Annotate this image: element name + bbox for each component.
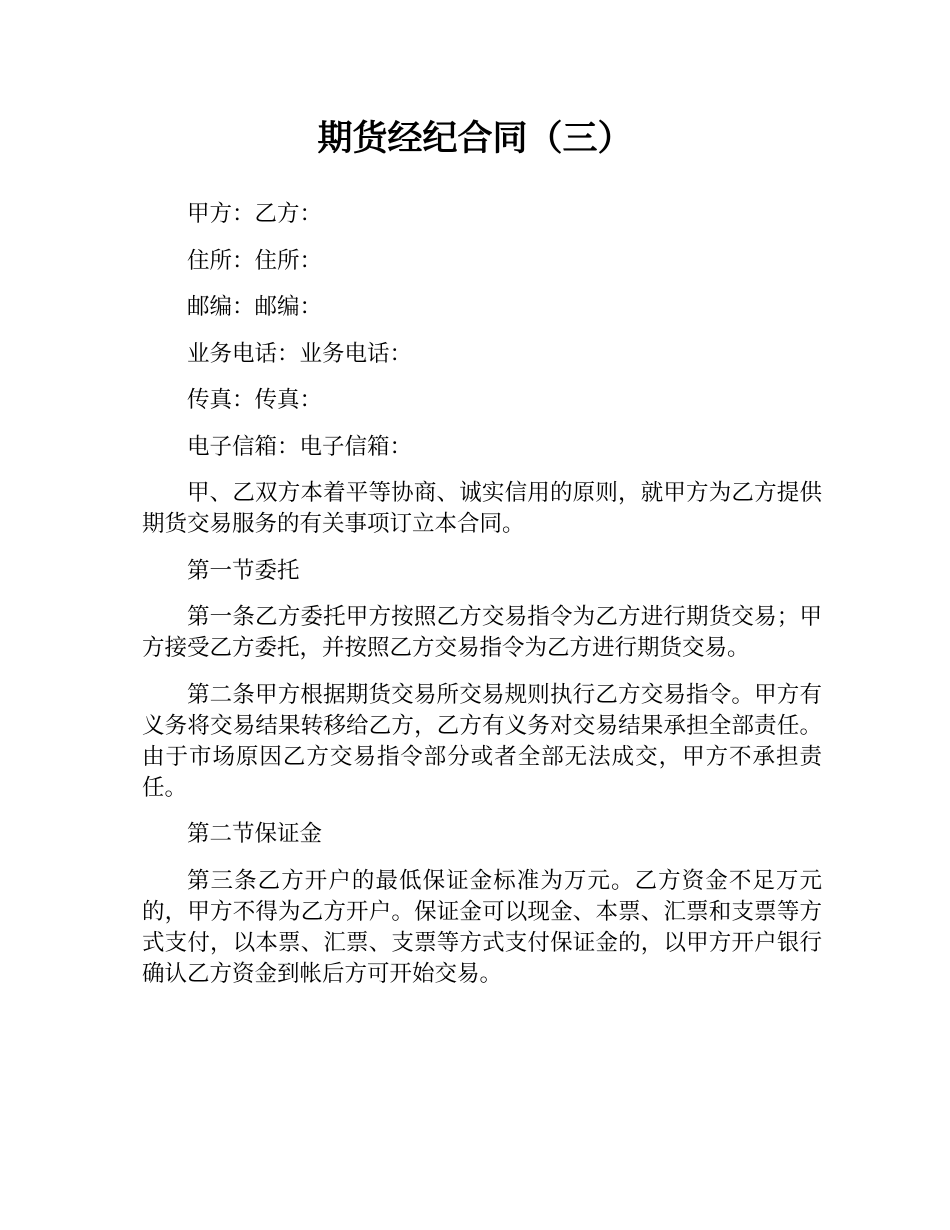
article-paragraph: 第二条甲方根据期货交易所交易规则执行乙方交易指令。甲方有义务将交易结果转移给乙方，乙方有义务对交易结果承担全部责任。由于市场原因乙方交易指令部分或者全部无法成交，甲方不承担责任。 xyxy=(142,681,822,801)
business-phone-line: 业务电话：业务电话： xyxy=(187,340,413,367)
party-names-line: 甲方：乙方： xyxy=(187,201,323,227)
address-line: 住所：住所： xyxy=(187,247,323,274)
fax-line: 传真：传真： xyxy=(187,387,323,413)
postcode-line: 邮编：邮编： xyxy=(187,294,323,320)
section-heading: 第二节保证金 xyxy=(187,821,323,847)
section-heading: 第一节委托 xyxy=(187,557,300,584)
article-paragraph: 第三条乙方开户的最低保证金标准为万元。乙方资金不足万元的，甲方不得为乙方开户。保证金可以现金、本票、汇票和支票等方式支付，以本票、汇票、支票等方式支付保证金的，以甲方开户银行确认乙方资金到帐后方可开始交易。 xyxy=(142,867,822,987)
document-body xyxy=(142,199,822,1005)
email-line: 电子信箱：电子信箱： xyxy=(187,433,413,460)
preamble-paragraph: 甲、乙双方本着平等协商、诚实信用的原则，就甲方为乙方提供期货交易服务的有关事项订立本合同。 xyxy=(142,480,822,537)
document-title: 期货经纪合同（三） xyxy=(317,119,633,159)
article-paragraph: 第一条乙方委托甲方按照乙方交易指令为乙方进行期货交易；甲方接受乙方委托，并按照乙方交易指令为乙方进行期货交易。 xyxy=(142,604,822,661)
